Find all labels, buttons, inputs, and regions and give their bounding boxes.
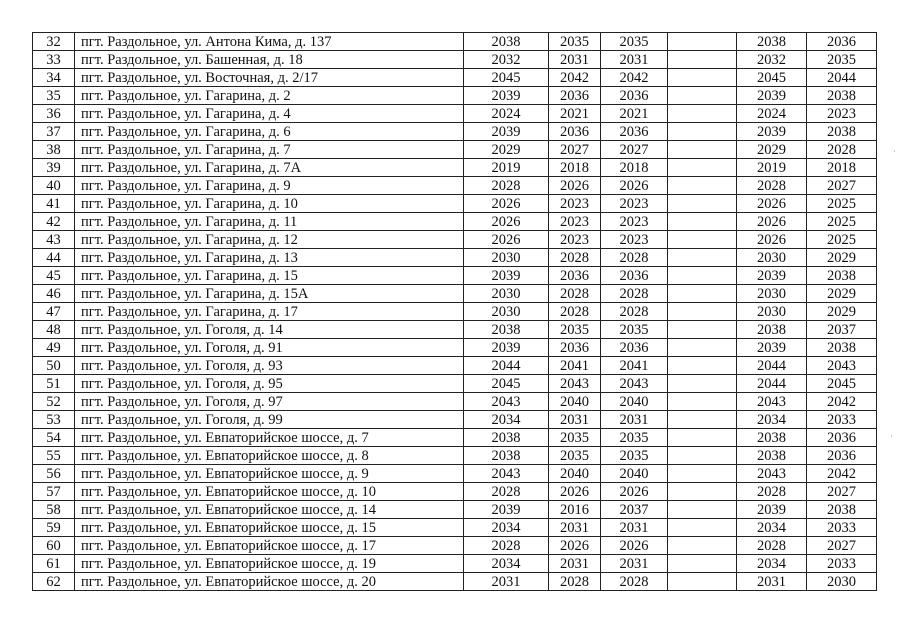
year-cell-2: 2043 [549, 375, 601, 393]
year-cell-2: 2040 [549, 465, 601, 483]
address-cell: пгт. Раздольное, ул. Евпаторийское шоссе, д. 17 [75, 537, 464, 555]
address-cell: пгт. Раздольное, ул. Гагарина, д. 7 [75, 141, 464, 159]
year-cell-4 [668, 267, 737, 285]
address-cell: пгт. Раздольное, ул. Гагарина, д. 11 [75, 213, 464, 231]
year-cell-4 [668, 105, 737, 123]
year-cell-1: 2039 [464, 267, 549, 285]
year-cell-6: 2023 [807, 105, 877, 123]
year-cell-2: 2026 [549, 177, 601, 195]
table-row [33, 393, 877, 411]
year-cell-2: 2031 [549, 411, 601, 429]
row-number: 42 [33, 213, 75, 231]
year-cell-3: 2028 [601, 573, 668, 591]
address-cell: пгт. Раздольное, ул. Гагарина, д. 4 [75, 105, 464, 123]
row-number: 38 [33, 141, 75, 159]
year-cell-5: 2044 [737, 375, 807, 393]
year-cell-1: 2045 [464, 69, 549, 87]
year-cell-2: 2035 [549, 321, 601, 339]
table-row [33, 105, 877, 123]
year-cell-2: 2036 [549, 123, 601, 141]
year-cell-2: 2028 [549, 303, 601, 321]
year-cell-5: 2030 [737, 285, 807, 303]
year-cell-4 [668, 555, 737, 573]
row-number: 62 [33, 573, 75, 591]
row-number: 61 [33, 555, 75, 573]
table-row [33, 537, 877, 555]
year-cell-1: 2034 [464, 555, 549, 573]
year-cell-5: 2038 [737, 321, 807, 339]
row-number: 45 [33, 267, 75, 285]
address-cell: пгт. Раздольное, ул. Гагарина, д. 12 [75, 231, 464, 249]
year-cell-2: 2026 [549, 537, 601, 555]
year-cell-3: 2043 [601, 375, 668, 393]
year-cell-3: 2036 [601, 123, 668, 141]
row-number: 56 [33, 465, 75, 483]
table-row [33, 447, 877, 465]
year-cell-1: 2029 [464, 141, 549, 159]
row-number: 51 [33, 375, 75, 393]
year-cell-1: 2038 [464, 321, 549, 339]
year-cell-3: 2023 [601, 231, 668, 249]
year-cell-6: 2036 [807, 429, 877, 447]
housing-schedule-table [32, 32, 877, 591]
table-row [33, 141, 877, 159]
row-number: 52 [33, 393, 75, 411]
year-cell-3: 2028 [601, 285, 668, 303]
year-cell-2: 2018 [549, 159, 601, 177]
year-cell-3: 2036 [601, 87, 668, 105]
year-cell-1: 2026 [464, 213, 549, 231]
year-cell-3: 2023 [601, 195, 668, 213]
year-cell-5: 2039 [737, 123, 807, 141]
year-cell-6: 2033 [807, 555, 877, 573]
row-number: 57 [33, 483, 75, 501]
year-cell-3: 2035 [601, 321, 668, 339]
address-cell: пгт. Раздольное, ул. Антона Кима, д. 137 [75, 33, 464, 51]
row-number: 34 [33, 69, 75, 87]
year-cell-6: 2025 [807, 213, 877, 231]
year-cell-5: 2039 [737, 339, 807, 357]
year-cell-2: 2031 [549, 555, 601, 573]
year-cell-6: 2045 [807, 375, 877, 393]
address-cell: пгт. Раздольное, ул. Гоголя, д. 95 [75, 375, 464, 393]
year-cell-4 [668, 339, 737, 357]
year-cell-5: 2045 [737, 69, 807, 87]
year-cell-2: 2023 [549, 195, 601, 213]
table-row [33, 195, 877, 213]
year-cell-2: 2040 [549, 393, 601, 411]
year-cell-4 [668, 465, 737, 483]
year-cell-1: 2038 [464, 429, 549, 447]
table-row [33, 51, 877, 69]
year-cell-5: 2026 [737, 195, 807, 213]
address-cell: пгт. Раздольное, ул. Гоголя, д. 99 [75, 411, 464, 429]
year-cell-5: 2028 [737, 537, 807, 555]
year-cell-6: 2027 [807, 483, 877, 501]
year-cell-5: 2026 [737, 213, 807, 231]
year-cell-4 [668, 249, 737, 267]
year-cell-6: 2038 [807, 267, 877, 285]
year-cell-3: 2031 [601, 411, 668, 429]
table-row [33, 555, 877, 573]
year-cell-2: 2031 [549, 51, 601, 69]
year-cell-5: 2038 [737, 429, 807, 447]
year-cell-1: 2026 [464, 195, 549, 213]
year-cell-4 [668, 357, 737, 375]
year-cell-2: 2028 [549, 249, 601, 267]
year-cell-1: 2045 [464, 375, 549, 393]
year-cell-1: 2028 [464, 483, 549, 501]
year-cell-4 [668, 321, 737, 339]
table-row [33, 285, 877, 303]
year-cell-3: 2018 [601, 159, 668, 177]
year-cell-6: 2038 [807, 339, 877, 357]
year-cell-4 [668, 69, 737, 87]
year-cell-5: 2028 [737, 483, 807, 501]
row-number: 39 [33, 159, 75, 177]
row-number: 32 [33, 33, 75, 51]
year-cell-3: 2028 [601, 249, 668, 267]
year-cell-6: 2036 [807, 33, 877, 51]
year-cell-2: 2027 [549, 141, 601, 159]
row-number: 46 [33, 285, 75, 303]
year-cell-6: 2042 [807, 393, 877, 411]
year-cell-3: 2023 [601, 213, 668, 231]
address-cell: пгт. Раздольное, ул. Гагарина, д. 17 [75, 303, 464, 321]
year-cell-1: 2038 [464, 447, 549, 465]
row-number: 36 [33, 105, 75, 123]
year-cell-5: 2024 [737, 105, 807, 123]
year-cell-2: 2036 [549, 267, 601, 285]
address-cell: пгт. Раздольное, ул. Гагарина, д. 7А [75, 159, 464, 177]
year-cell-5: 2038 [737, 447, 807, 465]
table-row [33, 69, 877, 87]
year-cell-2: 2041 [549, 357, 601, 375]
row-number: 47 [33, 303, 75, 321]
table-row [33, 357, 877, 375]
table-row [33, 231, 877, 249]
year-cell-6: 2033 [807, 411, 877, 429]
year-cell-4 [668, 429, 737, 447]
year-cell-1: 2024 [464, 105, 549, 123]
year-cell-4 [668, 51, 737, 69]
year-cell-6: 2018 [807, 159, 877, 177]
table-row [33, 321, 877, 339]
year-cell-2: 2023 [549, 213, 601, 231]
address-cell: пгт. Раздольное, ул. Евпаторийское шоссе, д. 15 [75, 519, 464, 537]
row-number: 60 [33, 537, 75, 555]
year-cell-5: 2030 [737, 249, 807, 267]
row-number: 53 [33, 411, 75, 429]
year-cell-5: 2019 [737, 159, 807, 177]
year-cell-4 [668, 411, 737, 429]
year-cell-6: 2029 [807, 249, 877, 267]
row-number: 43 [33, 231, 75, 249]
year-cell-3: 2031 [601, 51, 668, 69]
year-cell-5: 2034 [737, 411, 807, 429]
address-cell: пгт. Раздольное, ул. Евпаторийское шоссе, д. 8 [75, 447, 464, 465]
row-number: 41 [33, 195, 75, 213]
year-cell-6: 2030 [807, 573, 877, 591]
address-cell: пгт. Раздольное, ул. Гагарина, д. 9 [75, 177, 464, 195]
year-cell-2: 2023 [549, 231, 601, 249]
year-cell-1: 2043 [464, 393, 549, 411]
year-cell-4 [668, 141, 737, 159]
year-cell-3: 2021 [601, 105, 668, 123]
address-cell: пгт. Раздольное, ул. Евпаторийское шоссе, д. 20 [75, 573, 464, 591]
address-cell: пгт. Раздольное, ул. Евпаторийское шоссе, д. 7 [75, 429, 464, 447]
year-cell-4 [668, 573, 737, 591]
year-cell-3: 2035 [601, 429, 668, 447]
year-cell-2: 2028 [549, 285, 601, 303]
scan-mark: · [893, 147, 896, 157]
year-cell-4 [668, 87, 737, 105]
address-cell: пгт. Раздольное, ул. Гагарина, д. 15 [75, 267, 464, 285]
year-cell-2: 2021 [549, 105, 601, 123]
year-cell-5: 2034 [737, 555, 807, 573]
year-cell-1: 2030 [464, 285, 549, 303]
year-cell-3: 2041 [601, 357, 668, 375]
year-cell-1: 2039 [464, 123, 549, 141]
year-cell-1: 2043 [464, 465, 549, 483]
year-cell-4 [668, 159, 737, 177]
year-cell-4 [668, 519, 737, 537]
year-cell-1: 2034 [464, 519, 549, 537]
row-number: 55 [33, 447, 75, 465]
scan-mark: · [890, 432, 893, 442]
year-cell-3: 2035 [601, 447, 668, 465]
table-row [33, 303, 877, 321]
year-cell-5: 2043 [737, 465, 807, 483]
year-cell-1: 2039 [464, 339, 549, 357]
table-row [33, 213, 877, 231]
year-cell-2: 2026 [549, 483, 601, 501]
table-row [33, 411, 877, 429]
table-row [33, 501, 877, 519]
year-cell-6: 2038 [807, 87, 877, 105]
year-cell-6: 2037 [807, 321, 877, 339]
year-cell-2: 2036 [549, 87, 601, 105]
year-cell-6: 2038 [807, 501, 877, 519]
year-cell-3: 2042 [601, 69, 668, 87]
table-body [33, 33, 877, 591]
address-cell: пгт. Раздольное, ул. Гоголя, д. 91 [75, 339, 464, 357]
year-cell-3: 2026 [601, 483, 668, 501]
table-row [33, 483, 877, 501]
row-number: 33 [33, 51, 75, 69]
year-cell-6: 2043 [807, 357, 877, 375]
year-cell-1: 2030 [464, 303, 549, 321]
year-cell-1: 2034 [464, 411, 549, 429]
address-cell: пгт. Раздольное, ул. Восточная, д. 2/17 [75, 69, 464, 87]
table-row [33, 429, 877, 447]
year-cell-3: 2036 [601, 339, 668, 357]
year-cell-1: 2039 [464, 501, 549, 519]
year-cell-5: 2034 [737, 519, 807, 537]
address-cell: пгт. Раздольное, ул. Гоголя, д. 93 [75, 357, 464, 375]
address-cell: пгт. Раздольное, ул. Гагарина, д. 13 [75, 249, 464, 267]
year-cell-3: 2031 [601, 555, 668, 573]
year-cell-4 [668, 285, 737, 303]
year-cell-4 [668, 537, 737, 555]
year-cell-2: 2016 [549, 501, 601, 519]
table-row [33, 339, 877, 357]
year-cell-5: 2039 [737, 267, 807, 285]
year-cell-2: 2031 [549, 519, 601, 537]
row-number: 58 [33, 501, 75, 519]
table-row [33, 87, 877, 105]
year-cell-5: 2038 [737, 33, 807, 51]
address-cell: пгт. Раздольное, ул. Башенная, д. 18 [75, 51, 464, 69]
year-cell-1: 2019 [464, 159, 549, 177]
year-cell-1: 2028 [464, 177, 549, 195]
row-number: 50 [33, 357, 75, 375]
year-cell-2: 2035 [549, 429, 601, 447]
year-cell-6: 2027 [807, 177, 877, 195]
address-cell: пгт. Раздольное, ул. Гагарина, д. 15А [75, 285, 464, 303]
year-cell-1: 2026 [464, 231, 549, 249]
year-cell-1: 2030 [464, 249, 549, 267]
table-row [33, 573, 877, 591]
year-cell-1: 2044 [464, 357, 549, 375]
year-cell-3: 2040 [601, 465, 668, 483]
year-cell-1: 2032 [464, 51, 549, 69]
year-cell-6: 2035 [807, 51, 877, 69]
address-cell: пгт. Раздольное, ул. Гагарина, д. 6 [75, 123, 464, 141]
year-cell-5: 2044 [737, 357, 807, 375]
year-cell-5: 2029 [737, 141, 807, 159]
address-cell: пгт. Раздольное, ул. Гоголя, д. 14 [75, 321, 464, 339]
year-cell-4 [668, 375, 737, 393]
row-number: 59 [33, 519, 75, 537]
year-cell-6: 2025 [807, 231, 877, 249]
year-cell-1: 2039 [464, 87, 549, 105]
row-number: 35 [33, 87, 75, 105]
table-row [33, 267, 877, 285]
year-cell-3: 2026 [601, 537, 668, 555]
row-number: 40 [33, 177, 75, 195]
row-number: 37 [33, 123, 75, 141]
year-cell-5: 2026 [737, 231, 807, 249]
row-number: 48 [33, 321, 75, 339]
year-cell-6: 2033 [807, 519, 877, 537]
year-cell-5: 2039 [737, 501, 807, 519]
table-row [33, 519, 877, 537]
year-cell-2: 2028 [549, 573, 601, 591]
year-cell-1: 2038 [464, 33, 549, 51]
table-row [33, 375, 877, 393]
address-cell: пгт. Раздольное, ул. Евпаторийское шоссе, д. 14 [75, 501, 464, 519]
year-cell-4 [668, 393, 737, 411]
year-cell-2: 2035 [549, 33, 601, 51]
year-cell-4 [668, 195, 737, 213]
year-cell-3: 2040 [601, 393, 668, 411]
year-cell-4 [668, 501, 737, 519]
table-row [33, 465, 877, 483]
year-cell-2: 2036 [549, 339, 601, 357]
year-cell-6: 2036 [807, 447, 877, 465]
year-cell-4 [668, 213, 737, 231]
table-row [33, 123, 877, 141]
table-row [33, 177, 877, 195]
address-cell: пгт. Раздольное, ул. Гагарина, д. 10 [75, 195, 464, 213]
year-cell-4 [668, 303, 737, 321]
year-cell-3: 2037 [601, 501, 668, 519]
year-cell-6: 2025 [807, 195, 877, 213]
year-cell-4 [668, 447, 737, 465]
year-cell-3: 2027 [601, 141, 668, 159]
row-number: 44 [33, 249, 75, 267]
year-cell-6: 2028 [807, 141, 877, 159]
year-cell-4 [668, 33, 737, 51]
year-cell-4 [668, 123, 737, 141]
year-cell-6: 2038 [807, 123, 877, 141]
address-cell: пгт. Раздольное, ул. Гагарина, д. 2 [75, 87, 464, 105]
year-cell-3: 2031 [601, 519, 668, 537]
year-cell-6: 2029 [807, 285, 877, 303]
table-row [33, 249, 877, 267]
year-cell-5: 2030 [737, 303, 807, 321]
year-cell-3: 2036 [601, 267, 668, 285]
year-cell-6: 2027 [807, 537, 877, 555]
year-cell-5: 2039 [737, 87, 807, 105]
year-cell-1: 2031 [464, 573, 549, 591]
year-cell-3: 2026 [601, 177, 668, 195]
year-cell-4 [668, 231, 737, 249]
year-cell-5: 2031 [737, 573, 807, 591]
year-cell-2: 2035 [549, 447, 601, 465]
year-cell-1: 2028 [464, 537, 549, 555]
year-cell-3: 2035 [601, 33, 668, 51]
address-cell: пгт. Раздольное, ул. Евпаторийское шоссе, д. 9 [75, 465, 464, 483]
address-cell: пгт. Раздольное, ул. Гоголя, д. 97 [75, 393, 464, 411]
year-cell-5: 2043 [737, 393, 807, 411]
row-number: 54 [33, 429, 75, 447]
table-row [33, 33, 877, 51]
year-cell-5: 2028 [737, 177, 807, 195]
row-number: 49 [33, 339, 75, 357]
table-row [33, 159, 877, 177]
address-cell: пгт. Раздольное, ул. Евпаторийское шоссе, д. 19 [75, 555, 464, 573]
year-cell-5: 2032 [737, 51, 807, 69]
year-cell-6: 2029 [807, 303, 877, 321]
year-cell-2: 2042 [549, 69, 601, 87]
year-cell-6: 2044 [807, 69, 877, 87]
year-cell-4 [668, 177, 737, 195]
address-cell: пгт. Раздольное, ул. Евпаторийское шоссе, д. 10 [75, 483, 464, 501]
year-cell-3: 2028 [601, 303, 668, 321]
year-cell-4 [668, 483, 737, 501]
year-cell-6: 2042 [807, 465, 877, 483]
